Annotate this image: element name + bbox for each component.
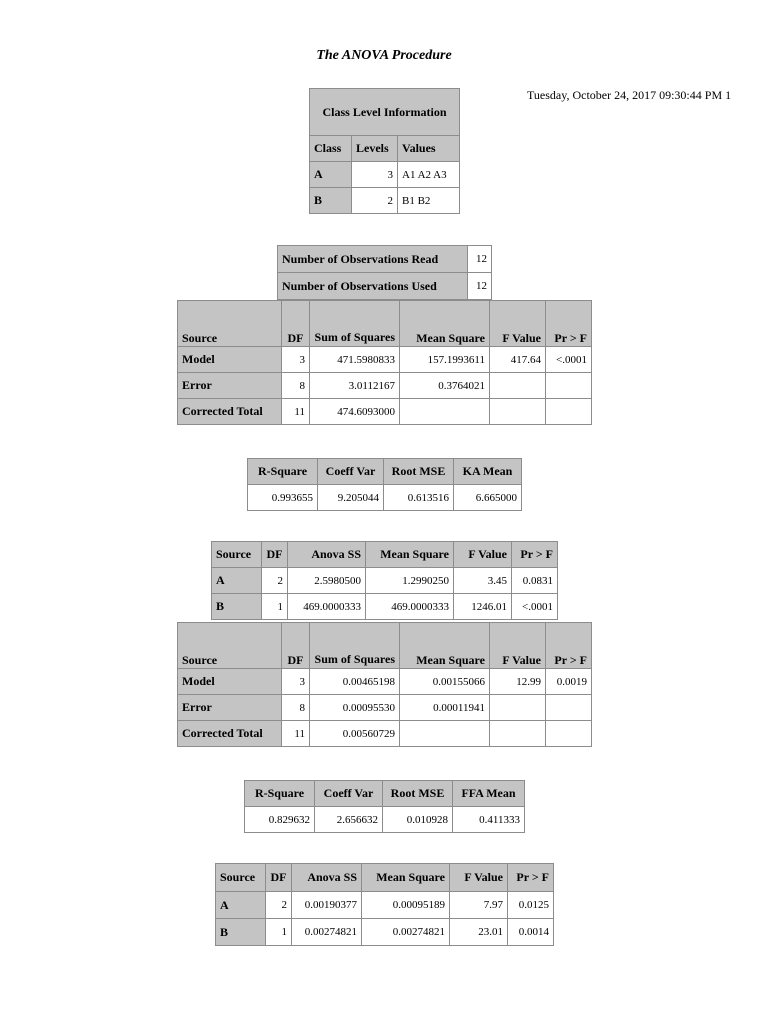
class-level-table (309, 88, 460, 214)
table-row (278, 273, 492, 300)
source-name: Model (178, 347, 282, 373)
f-value-header: F Value (450, 864, 508, 892)
ffa-mean-value: 0.411333 (453, 807, 525, 833)
mean-square-header: Mean Square (362, 864, 450, 892)
pr-f-value: 0.0014 (508, 919, 554, 946)
root-mse-header: Root MSE (384, 459, 454, 485)
pr-f-value: 0.0125 (508, 892, 554, 919)
table-row (310, 188, 460, 214)
values-header: Values (398, 136, 460, 162)
root-mse-value: 0.010928 (383, 807, 453, 833)
pr-f-value: <.0001 (512, 594, 558, 620)
obs-read-label: Number of Observations Read (278, 246, 468, 273)
anova-table-ka (177, 300, 592, 425)
pr-f-header: Pr > F (546, 301, 592, 347)
fit-stats-table-ka (247, 458, 522, 511)
obs-used-value: 12 (468, 273, 492, 300)
df-value: 3 (282, 347, 310, 373)
f-value: 12.99 (490, 669, 546, 695)
anova-ss-value: 0.00274821 (292, 919, 362, 946)
mean-square-value: 1.2990250 (366, 568, 454, 594)
df-header: DF (282, 301, 310, 347)
mean-square-value (400, 721, 490, 747)
type-ss-table-ka (211, 541, 558, 620)
table-row (248, 485, 522, 511)
report-datetime: Tuesday, October 24, 2017 09:30:44 PM 1 (527, 88, 732, 102)
table-row (212, 568, 558, 594)
pr-f-header: Pr > F (512, 542, 558, 568)
ka-mean-value: 6.665000 (454, 485, 522, 511)
sum-squares-value: 0.00465198 (310, 669, 400, 695)
pr-f-header: Pr > F (508, 864, 554, 892)
r-square-header: R-Square (245, 781, 315, 807)
table-row (245, 807, 525, 833)
df-value: 8 (282, 695, 310, 721)
f-value (490, 373, 546, 399)
class-header: Class (310, 136, 352, 162)
class-name: A (310, 162, 352, 188)
class-levels: 2 (352, 188, 398, 214)
df-value: 2 (262, 568, 288, 594)
anova-table-ffa (177, 622, 592, 747)
mean-square-header: Mean Square (400, 301, 490, 347)
df-header: DF (266, 864, 292, 892)
anova-ss-value: 2.5980500 (288, 568, 366, 594)
f-value-header: F Value (490, 623, 546, 669)
sum-squares-value: 0.00095530 (310, 695, 400, 721)
class-name: B (310, 188, 352, 214)
source-header: Source (212, 542, 262, 568)
r-square-value: 0.829632 (245, 807, 315, 833)
r-square-value: 0.993655 (248, 485, 318, 511)
obs-used-label: Number of Observations Used (278, 273, 468, 300)
pr-f-value (546, 695, 592, 721)
table-row (178, 373, 592, 399)
table-row (178, 669, 592, 695)
mean-square-value: 469.0000333 (366, 594, 454, 620)
df-value: 1 (262, 594, 288, 620)
source-name: Error (178, 373, 282, 399)
pr-f-value: 0.0831 (512, 568, 558, 594)
df-header: DF (282, 623, 310, 669)
table-row (178, 347, 592, 373)
table-row (216, 892, 554, 919)
source-name: Model (178, 669, 282, 695)
f-value: 3.45 (454, 568, 512, 594)
sum-squares-header: Sum of Squares (310, 301, 400, 347)
sum-squares-value: 474.6093000 (310, 399, 400, 425)
source-name: A (212, 568, 262, 594)
ffa-mean-header: FFA Mean (453, 781, 525, 807)
table-row (212, 594, 558, 620)
f-value-header: F Value (454, 542, 512, 568)
df-value: 1 (266, 919, 292, 946)
sum-squares-value: 3.0112167 (310, 373, 400, 399)
table-row (278, 246, 492, 273)
pr-f-value: <.0001 (546, 347, 592, 373)
df-value: 11 (282, 721, 310, 747)
page-title: The ANOVA Procedure (316, 48, 452, 63)
sum-squares-value: 0.00560729 (310, 721, 400, 747)
coeff-var-header: Coeff Var (315, 781, 383, 807)
pr-f-header: Pr > F (546, 623, 592, 669)
observations-table (277, 245, 492, 300)
class-values: B1 B2 (398, 188, 460, 214)
source-header: Source (178, 623, 282, 669)
source-name: B (212, 594, 262, 620)
table-row (216, 919, 554, 946)
f-value (490, 721, 546, 747)
anova-ss-header: Anova SS (288, 542, 366, 568)
mean-square-header: Mean Square (366, 542, 454, 568)
f-value: 7.97 (450, 892, 508, 919)
mean-square-value: 157.1993611 (400, 347, 490, 373)
f-value: 417.64 (490, 347, 546, 373)
sum-squares-header: Sum of Squares (310, 623, 400, 669)
class-values: A1 A2 A3 (398, 162, 460, 188)
f-value-header: F Value (490, 301, 546, 347)
coeff-var-header: Coeff Var (318, 459, 384, 485)
mean-square-value: 0.00274821 (362, 919, 450, 946)
mean-square-value (400, 399, 490, 425)
mean-square-value: 0.00155066 (400, 669, 490, 695)
sum-squares-value: 471.5980833 (310, 347, 400, 373)
pr-f-value (546, 399, 592, 425)
mean-square-value: 0.00011941 (400, 695, 490, 721)
source-name: Error (178, 695, 282, 721)
coeff-var-value: 2.656632 (315, 807, 383, 833)
anova-ss-value: 0.00190377 (292, 892, 362, 919)
ka-mean-header: KA Mean (454, 459, 522, 485)
f-value (490, 399, 546, 425)
pr-f-value: 0.0019 (546, 669, 592, 695)
anova-ss-header: Anova SS (292, 864, 362, 892)
anova-ss-value: 469.0000333 (288, 594, 366, 620)
table-row (178, 721, 592, 747)
coeff-var-value: 9.205044 (318, 485, 384, 511)
root-mse-header: Root MSE (383, 781, 453, 807)
table-row (178, 399, 592, 425)
source-name: Corrected Total (178, 399, 282, 425)
pr-f-value (546, 721, 592, 747)
fit-stats-table-ffa (244, 780, 525, 833)
df-value: 8 (282, 373, 310, 399)
f-value: 1246.01 (454, 594, 512, 620)
pr-f-value (546, 373, 592, 399)
source-header: Source (216, 864, 266, 892)
df-value: 3 (282, 669, 310, 695)
mean-square-value: 0.00095189 (362, 892, 450, 919)
type-ss-table-ffa (215, 863, 554, 946)
source-name: Corrected Total (178, 721, 282, 747)
levels-header: Levels (352, 136, 398, 162)
f-value (490, 695, 546, 721)
source-header: Source (178, 301, 282, 347)
table-row (310, 162, 460, 188)
obs-read-value: 12 (468, 246, 492, 273)
source-name: A (216, 892, 266, 919)
source-name: B (216, 919, 266, 946)
mean-square-header: Mean Square (400, 623, 490, 669)
mean-square-value: 0.3764021 (400, 373, 490, 399)
root-mse-value: 0.613516 (384, 485, 454, 511)
f-value: 23.01 (450, 919, 508, 946)
table-row (178, 695, 592, 721)
df-header: DF (262, 542, 288, 568)
class-level-caption: Class Level Information (310, 89, 460, 136)
df-value: 2 (266, 892, 292, 919)
class-levels: 3 (352, 162, 398, 188)
df-value: 11 (282, 399, 310, 425)
r-square-header: R-Square (248, 459, 318, 485)
